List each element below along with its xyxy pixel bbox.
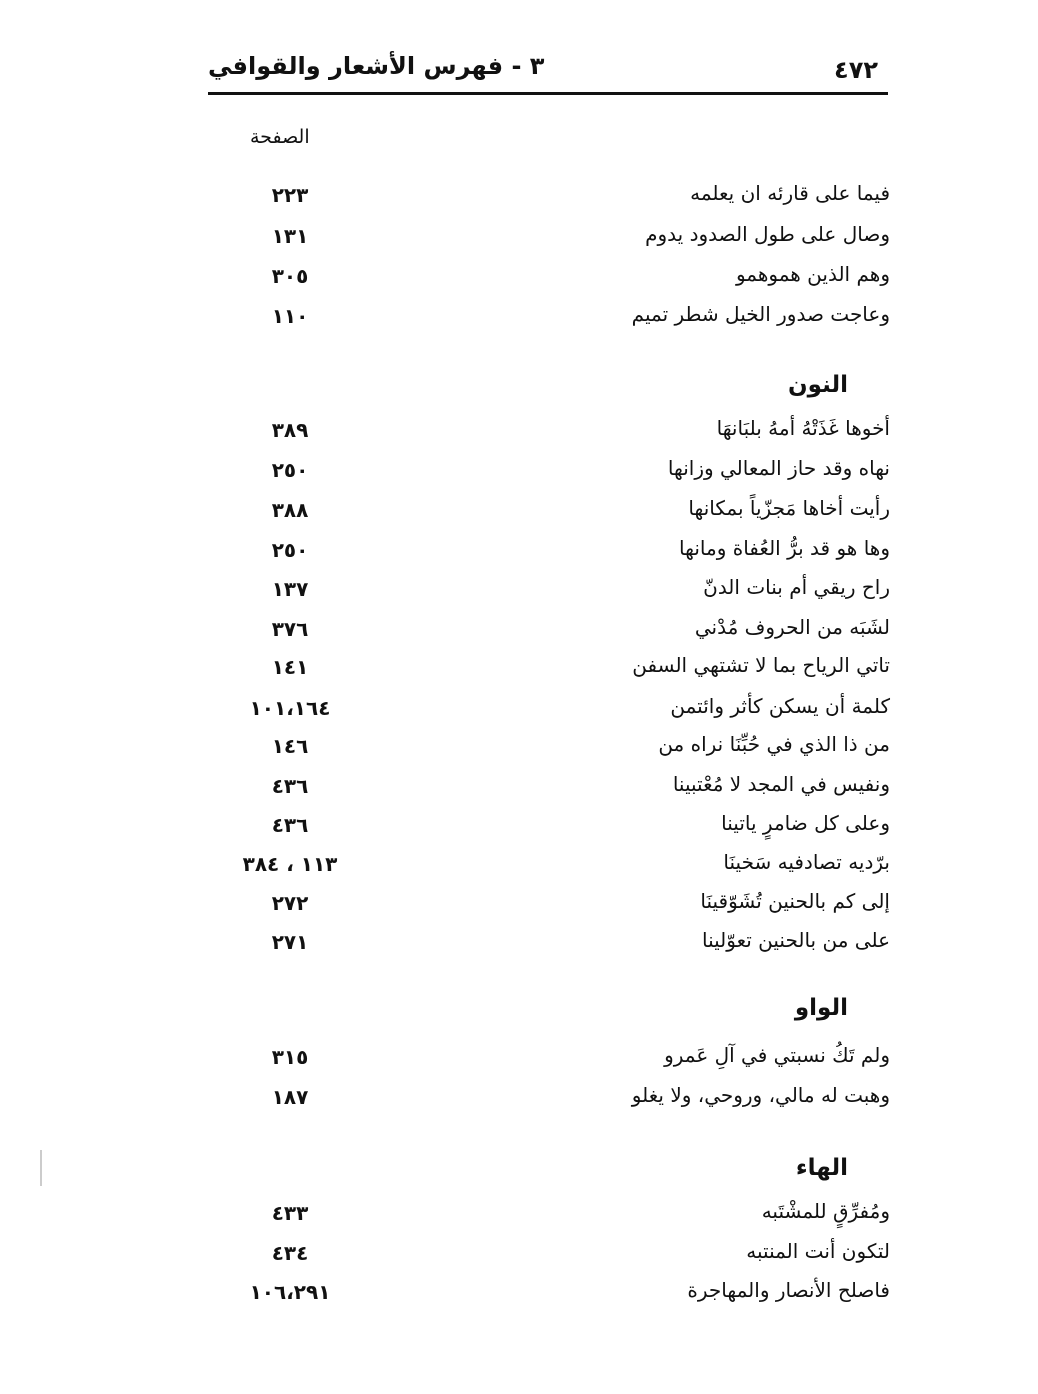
page-reference: ١٣٧ <box>271 577 309 601</box>
index-entry <box>230 1239 890 1277</box>
page-reference: ٣٠٥ <box>271 264 309 288</box>
verse-text: ولم تَكُ نسبتي في آلِ عَمرو <box>664 1043 890 1067</box>
section-heading: الواو <box>794 995 848 1021</box>
section-heading: الهاء <box>795 1155 848 1181</box>
page-reference: ٢٧١ <box>271 930 309 954</box>
verse-text: وها هو قد برُّ العُفاة ومانها <box>679 536 890 560</box>
index-entry <box>230 262 890 300</box>
section-heading: النون <box>788 372 848 398</box>
verse-text: ونفيس في المجد لا مُعْتبينا <box>672 772 890 796</box>
page-reference: ٤٣٤ <box>271 1241 309 1265</box>
verse-text: إلى كم بالحنين تُشَوّقينَا <box>700 889 890 913</box>
verse-text: راح ريقي أم بنات الدنّ <box>703 575 890 599</box>
page-reference: ٣٧٦ <box>271 617 309 641</box>
index-entry <box>230 811 890 849</box>
header-title: ٣ - فهرس الأشعار والقوافي <box>208 52 545 80</box>
page-reference: ١٨٧ <box>271 1085 309 1109</box>
page-reference: ١٤٦ <box>271 734 309 758</box>
verse-text: أخوها غَذَتْهُ أمهُ بلبَانهَا <box>716 416 890 440</box>
verse-text: فاصلح الأنصار والمهاجرة <box>687 1278 890 1302</box>
index-entry <box>230 772 890 810</box>
verse-text: لتكون أنت المنتبه <box>746 1239 890 1263</box>
index-entry <box>230 850 890 888</box>
verse-text: وعاجت صدور الخيل شطر تميم <box>631 302 890 326</box>
index-entry <box>230 416 890 454</box>
index-entry <box>230 694 890 732</box>
page-reference: ١١٠ <box>271 304 309 328</box>
page-reference: ٢٥٠ <box>271 538 309 562</box>
verse-text: برّديه تصادفيه سَخينَا <box>723 850 890 874</box>
verse-text: فيما على قارئه ان يعلمه <box>690 181 890 205</box>
scan-mark <box>40 1150 42 1186</box>
page-reference: ١١٣ ، ٣٨٤ <box>242 852 338 876</box>
page-reference: ٣٨٨ <box>271 498 309 522</box>
page-reference: ٢٧٢ <box>271 891 309 915</box>
verse-text: وصال على طول الصدود يدوم <box>645 222 890 246</box>
page-reference: ٣٨٩ <box>271 418 309 442</box>
verse-text: لشَبَه من الحروف مُدْني <box>694 615 890 639</box>
verse-text: رأيت أخاها مَجزّياً بمكانها <box>688 496 890 520</box>
index-entry <box>230 732 890 770</box>
verse-text: كلمة أن يسكن كأثر وائتمن <box>670 694 890 718</box>
page-reference: ٢٢٣ <box>271 183 309 207</box>
index-entry <box>230 1083 890 1121</box>
page-reference: ٢٥٠ <box>271 458 309 482</box>
page-reference: ١٠١،١٦٤ <box>249 696 331 720</box>
verse-text: وعلى كل ضامرٍ ياتينا <box>721 811 890 835</box>
page-reference: ١٠٦،٢٩١ <box>249 1280 331 1304</box>
index-entry <box>230 653 890 691</box>
index-entry <box>230 302 890 340</box>
index-entry <box>230 1278 890 1316</box>
verse-text: وهبت له مالي، وروحي، ولا يغلو <box>631 1083 890 1107</box>
page-reference: ٤٣٣ <box>271 1201 309 1225</box>
verse-text: على من بالحنين تعوّلينا <box>702 928 890 952</box>
index-entry <box>230 575 890 613</box>
index-entry <box>230 1043 890 1081</box>
verse-text: ومُفرِّقٍ للمشْتَبه <box>761 1199 890 1223</box>
index-entry <box>230 496 890 534</box>
page-reference: ١٤١ <box>271 655 309 679</box>
verse-text: تاتي الرياح بما لا تشتهي السفن <box>632 653 890 677</box>
index-entry <box>230 222 890 260</box>
index-entry <box>230 456 890 494</box>
index-entry <box>230 615 890 653</box>
verse-text: من ذا الذي في حُبِّنَا نراه من <box>658 732 890 756</box>
page-number: ٤٧٢ <box>834 56 878 84</box>
index-entry <box>230 1199 890 1237</box>
page-reference: ١٣١ <box>271 224 309 248</box>
verse-text: وهم الذين هموهمو <box>735 262 890 286</box>
index-entry <box>230 928 890 966</box>
page-reference: ٣١٥ <box>271 1045 309 1069</box>
verse-text: نهاه وقد حاز المعالي وزانها <box>667 456 890 480</box>
index-entry <box>230 181 890 219</box>
index-entry <box>230 889 890 927</box>
index-entry <box>230 536 890 574</box>
page-reference: ٤٣٦ <box>271 774 309 798</box>
page-column-label: الصفحة <box>250 126 310 148</box>
page-reference: ٤٣٦ <box>271 813 309 837</box>
